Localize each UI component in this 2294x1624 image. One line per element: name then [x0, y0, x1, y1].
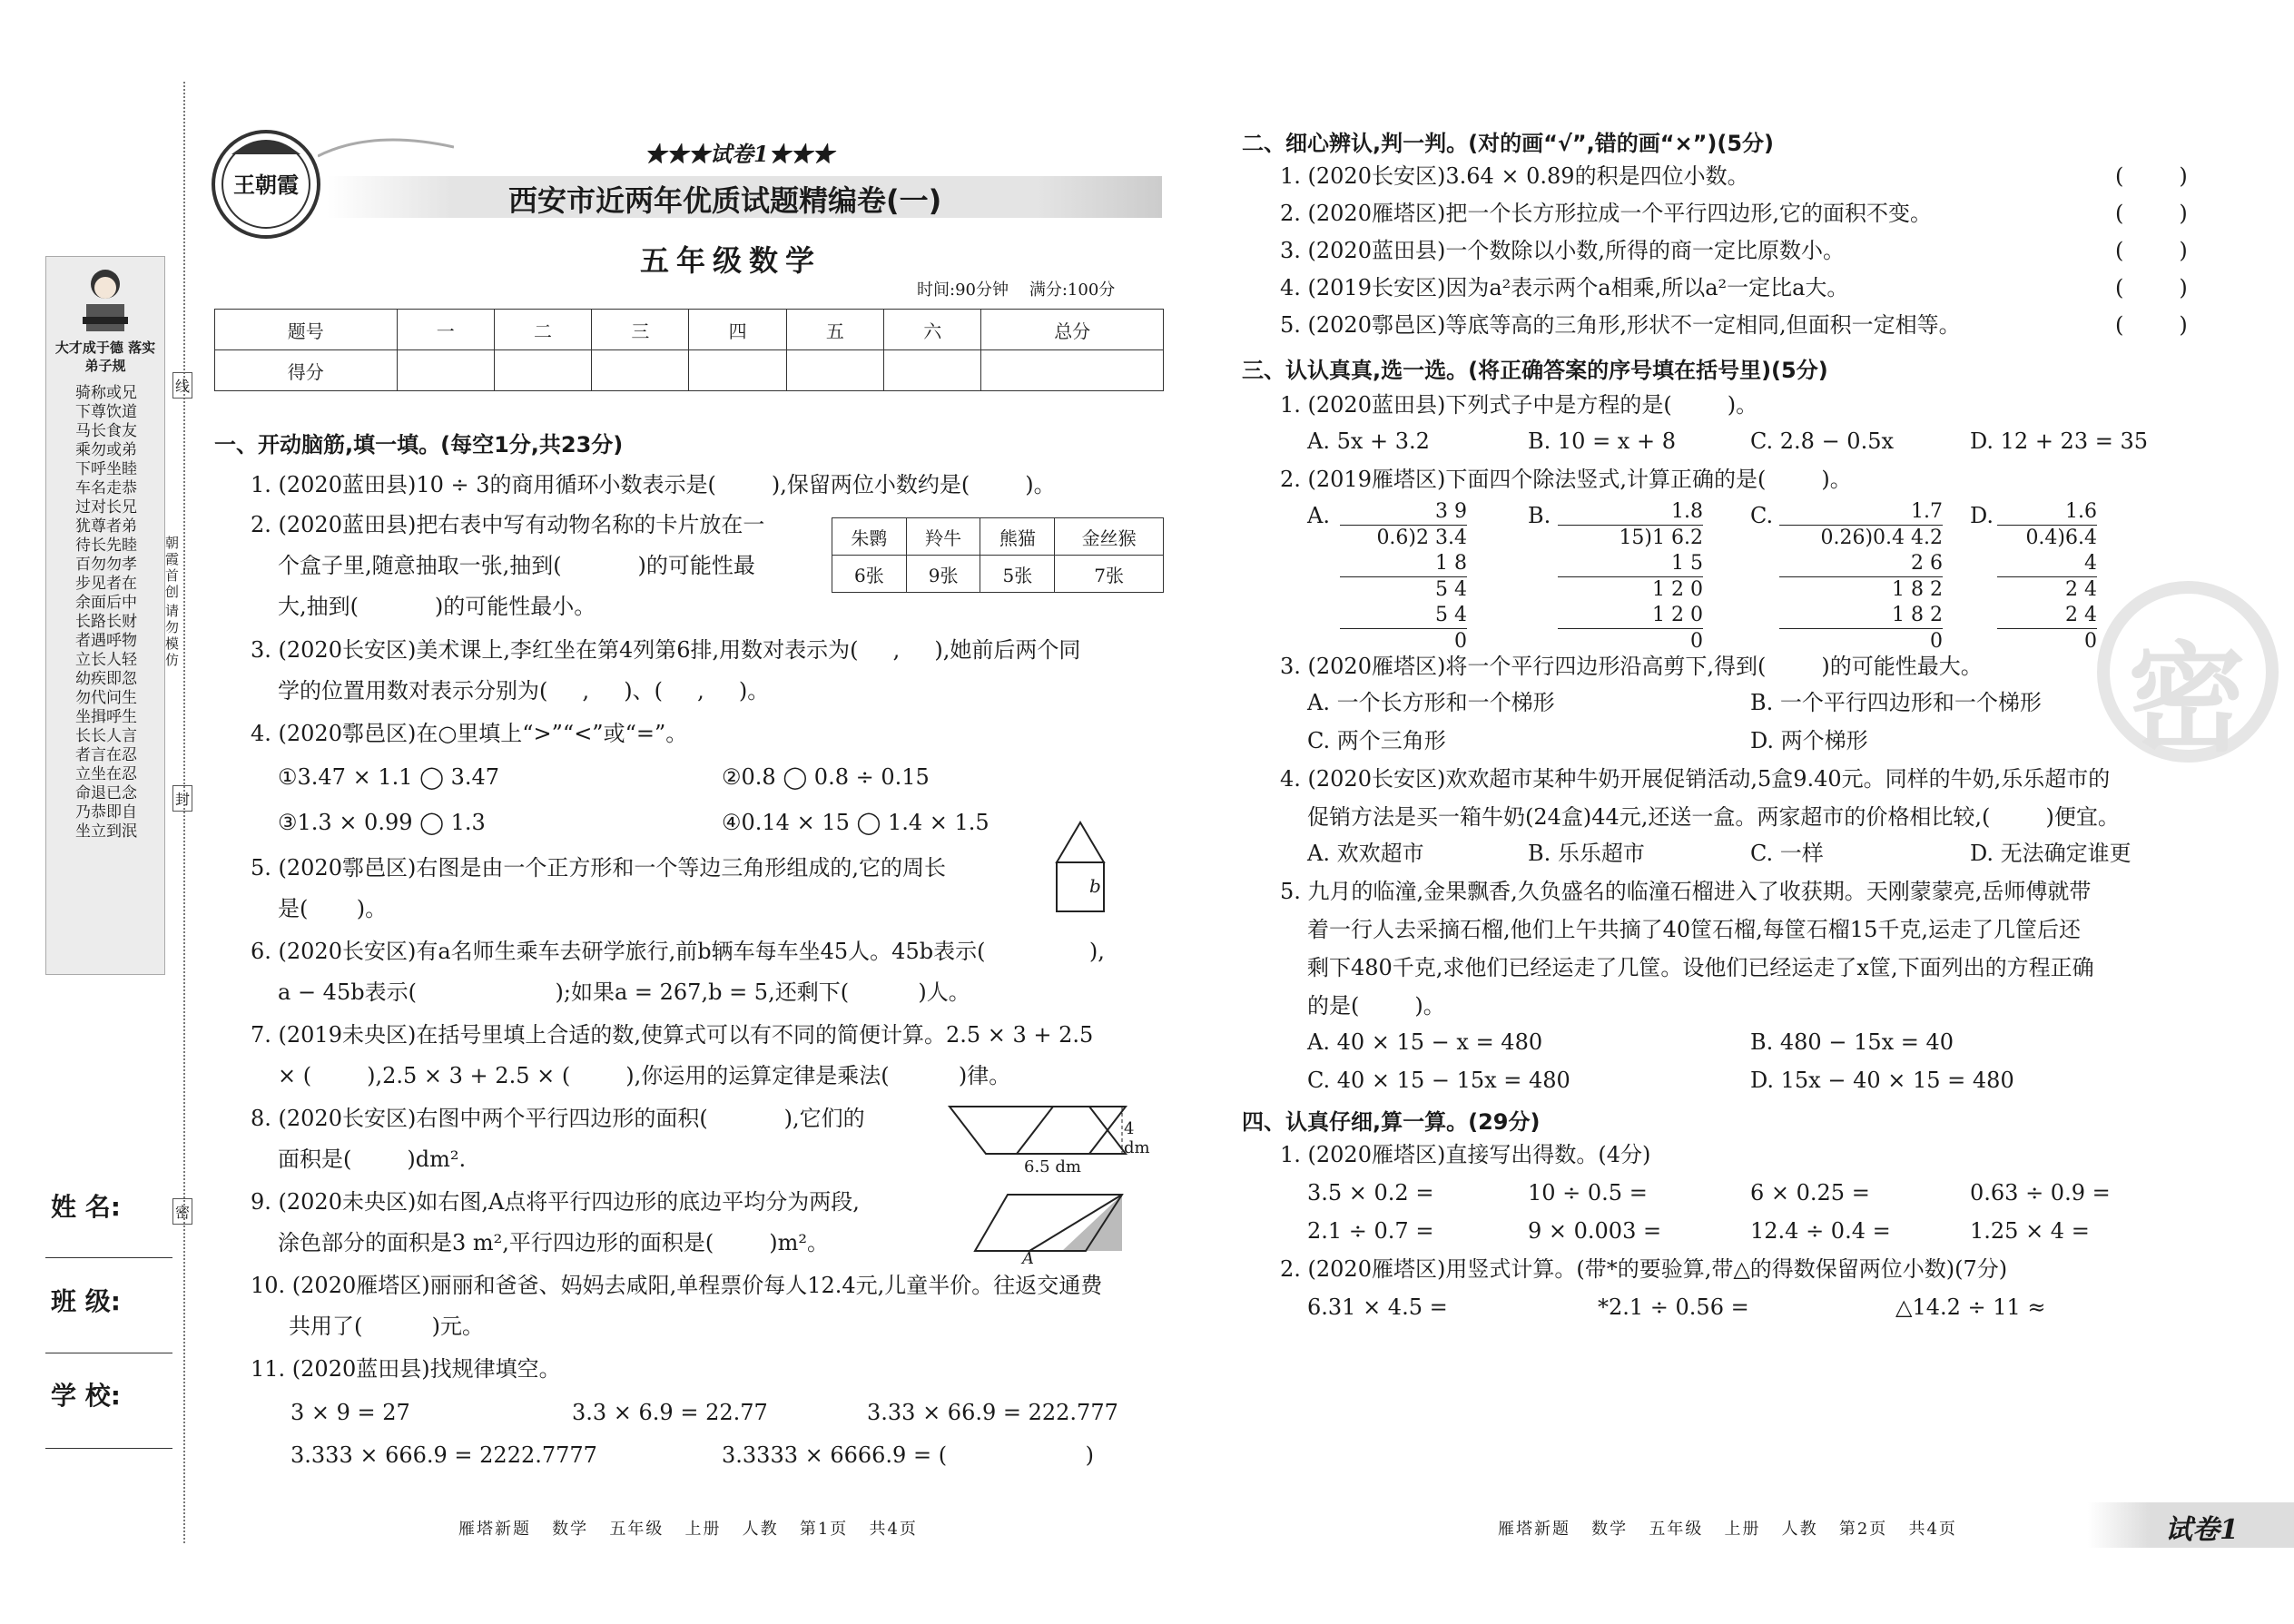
- animal-cell: 金丝猴: [1055, 518, 1164, 556]
- s3-q3: 3. (2020雁塔区)将一个平行四边形沿高剪下,得到( )的可能性最大。: [1280, 654, 1983, 679]
- s1-q6a: 6. (2020长安区)有a名师生乘车去研学旅行,前b辆车每车坐45人。45b表示( ),: [251, 939, 1105, 964]
- s3-q5c: 剩下480千克,求他们已经运走了几筐。设他们已经运走了x筐,下面列出的方程正确: [1307, 955, 2094, 980]
- animal-counts-row: [832, 556, 1164, 593]
- s4-item: 6 × 0.25 =: [1750, 1180, 1870, 1206]
- motto-lines: [52, 384, 161, 842]
- long-division-a: [1340, 499, 1467, 655]
- motto-line: 者言在忍: [75, 746, 137, 764]
- judge-answer-bracket[interactable]: ( ): [2115, 238, 2188, 263]
- footer-tag: 试卷1: [2165, 1514, 2239, 1546]
- square-triangle-figure: [1053, 817, 1108, 917]
- score-header-cell: 六: [884, 310, 981, 350]
- score-header-cell: 题号: [215, 310, 398, 350]
- s4-item: 1.25 × 4 =: [1970, 1218, 2090, 1244]
- footer-left: 雁塔新题 数学 五年级 上册 人教 第1页 共4页: [458, 1520, 918, 1539]
- parallelogram-pair-figure: [944, 1103, 1162, 1185]
- motto-line: 幼疾即忽: [75, 670, 137, 688]
- ld-a-line: 0: [1340, 628, 1467, 655]
- name-label: 姓 名:: [51, 1192, 121, 1222]
- animal-cell: 5张: [980, 556, 1055, 593]
- motto-line: 立坐在忍: [75, 765, 137, 783]
- s1-q8a: 8. (2020长安区)右图中两个平行四边形的面积( ),它们的: [251, 1106, 865, 1131]
- score-cell[interactable]: [494, 350, 591, 391]
- s3-q5d: 的是( )。: [1307, 993, 1445, 1019]
- ld-b-line: 0: [1558, 628, 1703, 655]
- judge-answer-bracket[interactable]: ( ): [2115, 275, 2188, 300]
- motto-grid: [52, 384, 161, 842]
- s3-q4-d: D. 无法确定谁更: [1970, 841, 2132, 866]
- ld-d-line: 1.6: [2065, 500, 2097, 523]
- s3-q2-label-a: A.: [1307, 503, 1330, 528]
- ld-a-line: 5 4: [1340, 576, 1467, 603]
- logo: [209, 127, 323, 241]
- ribbon: [318, 129, 454, 165]
- motto-line: 骑称或兄: [75, 384, 137, 402]
- subject-title: 五年级数学: [640, 243, 822, 278]
- s1-q3a: 3. (2020长安区)美术课上,李红坐在第4列第6排,用数对表示为( , ),她前后两个同: [251, 637, 1081, 663]
- figure-height-label: 4 dm: [1124, 1119, 1150, 1157]
- score-header-cell: 四: [689, 310, 786, 350]
- s1-q1: 1. (2020蓝田县)10 ÷ 3的商用循环小数表示是( ),保留两位小数约是( )。: [251, 472, 1056, 497]
- ld-c-line: 0: [1779, 628, 1943, 655]
- footer-right: 雁塔新题 数学 五年级 上册 人教 第2页 共4页: [1498, 1520, 1957, 1539]
- s1-q11-2: 3.3 × 6.9 = 22.77: [572, 1400, 768, 1425]
- ld-b-line: 1 2 0: [1558, 576, 1703, 603]
- score-header-cell: 总分: [981, 310, 1164, 350]
- mascot-icon: [81, 264, 130, 337]
- s4-calc: 6.31 × 4.5 =: [1307, 1294, 1448, 1320]
- score-header-cell: 二: [494, 310, 591, 350]
- long-division-b: [1558, 499, 1703, 655]
- section3-heading: 三、认认真真,选一选。(将正确答案的序号填在括号里)(5分): [1242, 358, 1828, 383]
- long-division-c: [1779, 499, 1943, 655]
- point-a-label: A: [1022, 1249, 1034, 1268]
- s1-q4-4: ④0.14 × 15 ◯ 1.4 × 1.5: [722, 810, 989, 835]
- animal-cell: 羚牛: [906, 518, 980, 556]
- motto-line: 乘勿或弟: [75, 441, 137, 459]
- animal-cell: 6张: [832, 556, 907, 593]
- motto-line: 勿代问生: [75, 689, 137, 707]
- s1-q2a: 2. (2020蓝田县)把右表中写有动物名称的卡片放在一: [251, 512, 765, 537]
- animal-card-table: [832, 517, 1164, 593]
- s3-q2-label-d: D.: [1970, 503, 1994, 528]
- s1-q4-1: ①3.47 × 1.1 ◯ 3.47: [278, 764, 500, 790]
- judge-answer-bracket[interactable]: ( ): [2115, 163, 2188, 189]
- section2-heading: 二、细心辨认,判一判。(对的画“√”,错的画“×”)(5分): [1242, 131, 1775, 156]
- s3-q1-c: C. 2.8 − 0.5x: [1750, 428, 1895, 454]
- ld-a-line: 0.6)2 3.4: [1340, 525, 1467, 551]
- s1-q5b: 是( )。: [278, 896, 388, 921]
- time-score: 时间:90分钟 满分:100分: [917, 281, 1116, 300]
- ld-c-line: 1 8 2: [1779, 576, 1943, 603]
- page-title: 西安市近两年优质试题精编卷(一): [508, 183, 942, 218]
- animal-cell: 熊猫: [980, 518, 1055, 556]
- s4-q2: 2. (2020雁塔区)用竖式计算。(带*的要验算,带△的得数保留两位小数)(7分): [1280, 1256, 2008, 1282]
- seal-char-1: 线: [172, 372, 192, 399]
- s4-item: 9 × 0.003 =: [1528, 1218, 1662, 1244]
- motto-line: 过对长兄: [75, 498, 137, 517]
- s1-q9b: 涂色部分的面积是3 m²,平行四边形的面积是( )m²。: [278, 1230, 830, 1255]
- s3-q2-label-b: B.: [1528, 503, 1551, 528]
- watermark-seal: [2097, 581, 2279, 768]
- s3-q2-label-c: C.: [1750, 503, 1774, 528]
- s1-q2c: 大,抽到( )的可能性最小。: [278, 594, 596, 619]
- s1-q3b: 学的位置用数对表示分别为( , )、( , )。: [278, 678, 770, 704]
- long-division-d: [1997, 499, 2097, 655]
- motto-line: 坐立到泯: [75, 822, 137, 841]
- animal-cell: 7张: [1055, 556, 1164, 593]
- shaded-parallelogram-figure: [971, 1191, 1126, 1273]
- s3-q4-b: B. 乐乐超市: [1528, 841, 1645, 866]
- ld-d-line: 0: [1997, 628, 2097, 655]
- judge-item: 5. (2020鄠邑区)等底等高的三角形,形状不一定相同,但面积一定相等。: [1280, 312, 1961, 338]
- s1-q2b: 个盒子里,随意抽取一张,抽到( )的可能性最: [278, 553, 755, 578]
- s3-q5-c: C. 40 × 15 − 15x = 480: [1307, 1068, 1570, 1093]
- ld-c-line: 1.7: [1911, 500, 1943, 523]
- side-note-1: 朝霞首创: [163, 536, 180, 601]
- school-label: 学 校:: [51, 1381, 121, 1411]
- motto-line: 下呼坐睦: [75, 460, 137, 478]
- score-cell[interactable]: [884, 350, 981, 391]
- s1-q7b: × ( ),2.5 × 3 + 2.5 × ( ),你运用的运算定律是乘法( )律。: [278, 1063, 1011, 1088]
- s3-q3-a: A. 一个长方形和一个梯形: [1307, 690, 1555, 715]
- seal-char-2: 封: [172, 785, 192, 812]
- score-header-cell: 五: [786, 310, 883, 350]
- score-row: [215, 350, 1164, 391]
- s3-q5-d: D. 15x − 40 × 15 = 480: [1750, 1068, 2014, 1093]
- ld-c-line: 1 8 2: [1892, 604, 1943, 626]
- ld-b-line: 1 5: [1671, 552, 1703, 575]
- s1-q4: 4. (2020鄠邑区)在○里填上“>”“<”或“=”。: [251, 721, 688, 746]
- ld-a-line: 5 4: [1435, 604, 1467, 626]
- s1-q11: 11. (2020蓝田县)找规律填空。: [251, 1356, 561, 1382]
- score-header-cell: 三: [592, 310, 689, 350]
- s3-q3-d: D. 两个梯形: [1750, 728, 1868, 753]
- s4-item: 3.5 × 0.2 =: [1307, 1180, 1434, 1206]
- s1-q5a: 5. (2020鄠邑区)右图是由一个正方形和一个等边三角形组成的,它的周长: [251, 855, 946, 881]
- motto-panel: [45, 256, 165, 975]
- s4-item: 12.4 ÷ 0.4 =: [1750, 1218, 1891, 1244]
- s1-q11-1: 3 × 9 = 27: [290, 1400, 410, 1425]
- exam-tag: ★★★试卷1★★★: [645, 141, 834, 167]
- s1-q10b: 共用了( )元。: [289, 1314, 485, 1339]
- motto-top: 大才成于德 落实弟子规: [54, 340, 156, 374]
- s3-q4b: 促销方法是买一箱牛奶(24盒)44元,还送一盒。两家超市的价格相比较,( )便宜。: [1307, 804, 2120, 830]
- s4-calc: △14.2 ÷ 11 ≈: [1895, 1294, 2046, 1320]
- score-cell[interactable]: [786, 350, 883, 391]
- s3-q4a: 4. (2020长安区)欢欢超市某种牛奶开展促销活动,5盒9.40元。同样的牛奶,乐乐超市的: [1280, 766, 2111, 792]
- s3-q3-c: C. 两个三角形: [1307, 728, 1446, 753]
- ld-b-line: 1 2 0: [1652, 604, 1703, 626]
- motto-line: 步见者在: [75, 575, 137, 593]
- s3-q1-d: D. 12 + 23 = 35: [1970, 428, 2148, 454]
- s3-q5-b: B. 480 − 15x = 40: [1750, 1029, 1954, 1055]
- s1-q4-3: ③1.3 × 0.99 ◯ 1.3: [278, 810, 486, 835]
- side-note: [163, 604, 180, 669]
- s1-q10a: 10. (2020雁塔区)丽丽和爸爸、妈妈去咸阳,单程票价每人12.4元,儿童半价。往返交通费: [251, 1273, 1103, 1298]
- s1-q11-3: 3.33 × 66.9 = 222.777: [867, 1400, 1118, 1425]
- s3-q5a: 5. 九月的临潼,金果飘香,久负盛名的临潼石榴进入了收获期。天刚蒙蒙亮,岳师傅就带: [1280, 879, 2092, 904]
- motto-line: 立长人轻: [75, 651, 137, 669]
- s4-item: 0.63 ÷ 0.9 =: [1970, 1180, 2111, 1206]
- s3-q4-a: A. 欢欢超市: [1307, 841, 1424, 866]
- motto-line: 待长先睦: [75, 536, 137, 555]
- ld-a-line: 3 9: [1435, 500, 1467, 523]
- ld-d-line: 0.4)6.4: [1997, 525, 2097, 551]
- s3-q1-a: A. 5x + 3.2: [1307, 428, 1430, 454]
- s1-q4-2: ②0.8 ◯ 0.8 ÷ 0.15: [722, 764, 930, 790]
- side-note-2: 请勿模仿: [163, 604, 180, 669]
- score-cell[interactable]: [397, 350, 494, 391]
- ld-d-line: 2 4: [2065, 604, 2097, 626]
- s1-q8b: 面积是( )dm².: [278, 1147, 467, 1172]
- seal-char-3: 密: [172, 1198, 192, 1225]
- side-note: [163, 536, 180, 601]
- motto-line: 车名走恭: [75, 479, 137, 497]
- score-cell[interactable]: [689, 350, 786, 391]
- animal-names-row: [832, 518, 1164, 556]
- motto-line: 长长人言: [75, 727, 137, 745]
- school-field[interactable]: [45, 1448, 172, 1449]
- animal-cell: 9张: [906, 556, 980, 593]
- section1-heading: 一、开动脑筋,填一填。(每空1分,共23分): [214, 432, 624, 458]
- s3-q5-a: A. 40 × 15 − x = 480: [1307, 1029, 1543, 1055]
- motto-line: 者遇呼物: [75, 632, 137, 650]
- ld-a-line: 1 8: [1435, 552, 1467, 575]
- ld-d-line: 4: [2084, 552, 2097, 575]
- motto-line: 坐揖呼生: [75, 708, 137, 726]
- s3-q1-b: B. 10 = x + 8: [1528, 428, 1676, 454]
- watermark-text: 密: [2128, 629, 2247, 768]
- s3-q3-b: B. 一个平行四边形和一个梯形: [1750, 690, 2042, 715]
- ld-d-line: 2 4: [1997, 576, 2097, 603]
- s4-item: 2.1 ÷ 0.7 =: [1307, 1218, 1434, 1244]
- class-label: 班 级:: [51, 1286, 121, 1316]
- ld-c-line: 0.26)0.4 4.2: [1779, 525, 1943, 551]
- motto-line: 犹尊者弟: [75, 517, 137, 536]
- judge-item: 4. (2019长安区)因为a²表示两个a相乘,所以a²一定比a大。: [1280, 275, 1849, 300]
- score-table: [214, 309, 1164, 391]
- dotted-cut-line: [183, 82, 185, 1543]
- judge-item: 1. (2020长安区)3.64 × 0.89的积是四位小数。: [1280, 163, 1749, 189]
- score-cell[interactable]: [981, 350, 1164, 391]
- name-field[interactable]: [45, 1257, 172, 1258]
- motto-line: 长路长财: [75, 613, 137, 631]
- ld-b-line: 1.8: [1671, 500, 1703, 523]
- motto-line: 百勿勿孝: [75, 556, 137, 574]
- section4-heading: 四、认真仔细,算一算。(29分): [1242, 1109, 1541, 1135]
- score-header-cell: 一: [397, 310, 494, 350]
- score-header-row: [215, 310, 1164, 350]
- judge-item: 3. (2020蓝田县)一个数除以小数,所得的商一定比原数小。: [1280, 238, 1845, 263]
- score-cell[interactable]: [592, 350, 689, 391]
- s3-q4-c: C. 一样: [1750, 841, 1824, 866]
- s4-q1: 1. (2020雁塔区)直接写出得数。(4分): [1280, 1142, 1651, 1167]
- motto-line: 马长食友: [75, 422, 137, 440]
- s3-q1: 1. (2020蓝田县)下列式子中是方程的是( )。: [1280, 392, 1758, 418]
- s4-item: 10 ÷ 0.5 =: [1528, 1180, 1648, 1206]
- animal-cell: 朱鹮: [832, 518, 907, 556]
- s1-q9a: 9. (2020未央区)如右图,A点将平行四边形的底边平均分为两段,: [251, 1189, 860, 1215]
- s4-calc: *2.1 ÷ 0.56 =: [1598, 1294, 1749, 1320]
- s1-q11-4: 3.333 × 666.9 = 2222.7777: [290, 1442, 597, 1468]
- ld-b-line: 15)1 6.2: [1558, 525, 1703, 551]
- score-label: 得分: [215, 350, 398, 391]
- judge-answer-bracket[interactable]: ( ): [2115, 312, 2188, 338]
- motto-line: 乃恭即自: [75, 803, 137, 822]
- s3-q2: 2. (2019雁塔区)下面四个除法竖式,计算正确的是( )。: [1280, 467, 1852, 492]
- motto-line: 余面后中: [75, 594, 137, 612]
- motto-line: 命退已念: [75, 784, 137, 802]
- figure-label-b: b: [1089, 875, 1101, 897]
- s3-q5b: 着一行人去采摘石榴,他们上午共摘了40筐石榴,每筐石榴15千克,运走了几筐后还: [1307, 917, 2081, 942]
- judge-answer-bracket[interactable]: ( ): [2115, 201, 2188, 226]
- figure-base-label: 6.5 dm: [1024, 1157, 1081, 1176]
- logo-text: 王朝霞: [233, 172, 299, 198]
- ld-c-line: 2 6: [1911, 552, 1943, 575]
- s1-q11-5: 3.3333 × 6666.9 = ( ): [722, 1442, 1094, 1468]
- judge-item: 2. (2020雁塔区)把一个长方形拉成一个平行四边形,它的面积不变。: [1280, 201, 1932, 226]
- s1-q6b: a − 45b表示( );如果a = 267,b = 5,还剩下( )人。: [278, 979, 970, 1005]
- s1-q7a: 7. (2019未央区)在括号里填上合适的数,使算式可以有不同的简便计算。2.5 × 3 + 2.5: [251, 1022, 1094, 1048]
- motto-line: 下尊饮道: [75, 403, 137, 421]
